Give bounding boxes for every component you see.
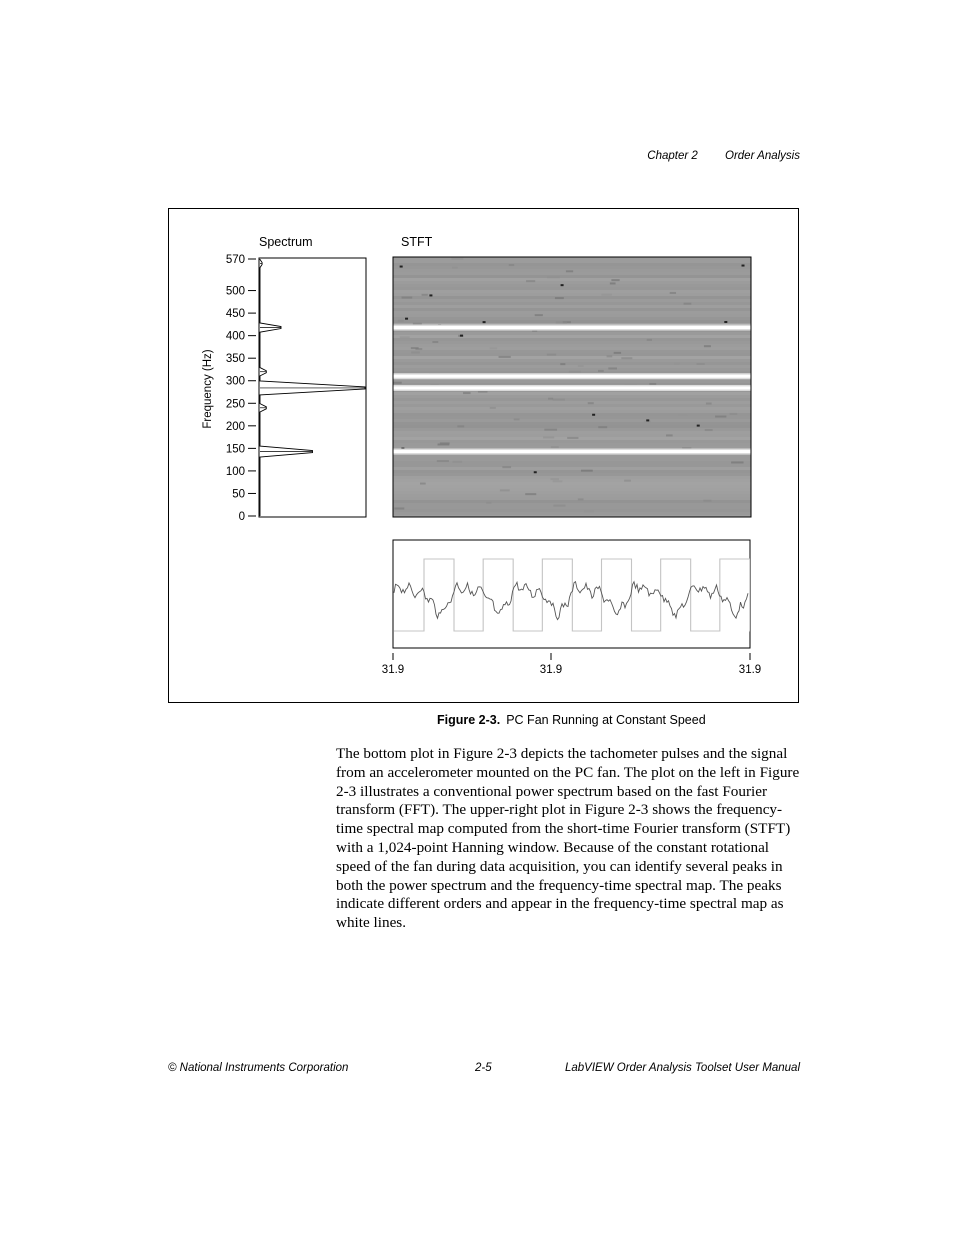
- stft-band: [393, 302, 751, 305]
- stft-band: [393, 464, 751, 467]
- stft-band: [393, 404, 751, 407]
- stft-band: [393, 317, 751, 320]
- spectrum-plot-area: [259, 258, 366, 517]
- stft-speckle: [394, 507, 404, 509]
- stft-speckle: [502, 466, 511, 468]
- stft-speckle: [398, 320, 404, 322]
- stft-speckle: [704, 345, 711, 347]
- stft-band: [393, 347, 751, 350]
- stft-speckle: [598, 426, 607, 428]
- stft-band: [393, 467, 751, 470]
- stft-band: [393, 401, 751, 404]
- stft-speckle: [730, 413, 738, 415]
- stft-band: [393, 299, 751, 302]
- stft-dark-pixel: [561, 284, 564, 286]
- stft-band: [393, 398, 751, 401]
- figure-caption: [437, 713, 706, 727]
- stft-speckle: [697, 363, 705, 365]
- stft-band: [393, 509, 751, 512]
- stft-band: [393, 341, 751, 344]
- stft-speckle: [560, 363, 565, 365]
- stft-speckle: [457, 425, 464, 427]
- stft-speckle: [422, 294, 428, 296]
- stft-speckle: [543, 436, 554, 438]
- stft-dark-pixel: [429, 294, 432, 296]
- stft-band: [393, 335, 751, 338]
- running-head: [647, 150, 800, 162]
- y-tick-label: 50: [232, 488, 245, 501]
- stft-speckle: [715, 416, 726, 418]
- stft-speckle: [432, 341, 438, 343]
- stft-band: [393, 407, 751, 410]
- stft-dark-pixel: [697, 425, 700, 427]
- y-tick-label: 150: [225, 443, 245, 456]
- running-head-chapter: Chapter 2: [647, 150, 698, 162]
- stft-speckle: [666, 434, 673, 436]
- stft-band: [393, 428, 751, 431]
- stft-speckle: [601, 294, 611, 296]
- stft-band: [393, 311, 751, 314]
- time-plot-area: [393, 540, 750, 648]
- stft-speckle: [566, 270, 573, 272]
- stft-band: [393, 305, 751, 308]
- stft-white-line: [393, 386, 751, 389]
- stft-dark-pixel: [724, 321, 727, 323]
- stft-speckle: [526, 280, 535, 282]
- stft-speckle: [547, 276, 560, 278]
- stft-speckle: [581, 470, 593, 472]
- stft-speckle: [621, 357, 632, 359]
- stft-band: [393, 275, 751, 278]
- stft-speckle: [611, 279, 619, 281]
- body-paragraph: The bottom plot in Figure 2-3 depicts the tachometer pulses and the signal from an accelerometer mounted on the PC fan. The plot on the left in Figure 2-3 illustrates a conventional power spectrum based on the fast Fourier transform (FFT). The upper-right plot in Figure 2-3 shows the frequency-time spectral map computed from the short-time Fourier transform (STFT) with a 1,024-point Hanning window. Because of the constant rotational speed of the fan during data acquisition, you can identify several peaks in both the power spectrum and the frequency-time spectral map. The peaks indicate different orders and appear in the frequency-time spectral map as white lines.: [336, 745, 800, 932]
- stft-band: [393, 434, 751, 437]
- stft-speckle: [555, 297, 564, 299]
- stft-speckle: [706, 403, 712, 405]
- stft-speckle: [499, 356, 511, 358]
- stft-speckle: [411, 351, 420, 353]
- figure-graphic: [169, 209, 800, 704]
- stft-band: [393, 314, 751, 317]
- stft-band: [393, 260, 751, 263]
- x-tick-label: 31.9: [539, 664, 563, 676]
- stft-speckle: [400, 336, 410, 338]
- stft-band: [393, 410, 751, 413]
- stft-band: [393, 482, 751, 485]
- stft-band: [393, 392, 751, 395]
- stft-speckle: [551, 446, 559, 448]
- footer-page-number: 2-5: [475, 1062, 492, 1074]
- y-tick-label: 0: [238, 511, 245, 523]
- stft-band: [393, 380, 751, 383]
- stft-band: [393, 308, 751, 311]
- stft-band: [393, 296, 751, 299]
- stft-speckle: [614, 352, 621, 354]
- stft-band: [393, 512, 751, 515]
- y-axis-ticks: [226, 254, 256, 523]
- stft-speckle: [731, 461, 743, 463]
- stft-band: [393, 494, 751, 497]
- stft-speckle: [440, 442, 450, 444]
- stft-speckle: [703, 500, 711, 502]
- stft-speckle: [525, 493, 536, 495]
- stft-speckle: [550, 478, 559, 480]
- stft-speckle: [413, 323, 422, 325]
- stft-speckle: [490, 347, 498, 349]
- stft-band: [393, 266, 751, 269]
- stft-dark-pixel: [742, 265, 745, 267]
- stft-speckle: [553, 505, 565, 507]
- stft-band: [393, 422, 751, 425]
- x-tick-label: 31.9: [738, 664, 762, 676]
- stft-speckle: [684, 303, 692, 305]
- stft-band: [393, 344, 751, 347]
- stft-band: [393, 506, 751, 509]
- stft-band: [393, 500, 751, 503]
- stft-dark-pixel: [534, 471, 537, 473]
- stft-band: [393, 272, 751, 275]
- stft-speckle: [486, 502, 491, 504]
- stft-speckle: [647, 339, 652, 341]
- stft-speckle: [649, 383, 656, 385]
- stft-speckle: [578, 365, 584, 367]
- stft-speckle: [393, 382, 402, 384]
- stft-speckle: [411, 347, 419, 349]
- y-tick-label: 570: [225, 254, 245, 266]
- stft-speckle: [578, 498, 584, 500]
- spectrum-title: Spectrum: [259, 235, 313, 249]
- stft-speckle: [553, 399, 565, 401]
- stft-band: [393, 473, 751, 476]
- stft-band: [393, 281, 751, 284]
- stft-band: [393, 470, 751, 473]
- stft-speckle: [509, 264, 514, 266]
- stft-band: [393, 350, 751, 353]
- figure-caption-label: Figure 2-3.: [437, 713, 501, 727]
- stft-speckle: [567, 437, 578, 439]
- stft-speckle: [624, 296, 634, 298]
- stft-speckle: [670, 292, 676, 294]
- stft-band: [393, 488, 751, 491]
- y-tick-label: 400: [225, 330, 245, 343]
- stft-speckle: [608, 367, 617, 369]
- stft-white-line: [393, 326, 751, 329]
- stft-speckle: [544, 429, 557, 431]
- stft-speckle: [624, 480, 631, 482]
- stft-band: [393, 485, 751, 488]
- stft-speckle: [453, 461, 463, 463]
- y-tick-label: 100: [225, 465, 245, 478]
- y-tick-label: 450: [225, 308, 245, 321]
- stft-speckle: [674, 362, 680, 364]
- stft-band: [393, 476, 751, 479]
- y-tick-label: 250: [225, 398, 245, 411]
- stft-band: [393, 419, 751, 422]
- stft-band: [393, 497, 751, 500]
- stft-band: [393, 290, 751, 293]
- stft-speckle: [463, 392, 471, 394]
- stft-speckle: [437, 460, 449, 462]
- stft-white-line: [393, 375, 751, 378]
- stft-speckle: [584, 510, 594, 512]
- y-tick-label: 300: [225, 375, 245, 388]
- stft-band: [393, 356, 751, 359]
- stft-band: [393, 353, 751, 356]
- stft-band: [393, 431, 751, 434]
- stft-band: [393, 503, 751, 506]
- stft-band: [393, 278, 751, 281]
- stft-dark-pixel: [405, 318, 408, 320]
- figure-frame: [168, 208, 799, 703]
- stft-band: [393, 491, 751, 494]
- running-head-section: Order Analysis: [725, 150, 800, 162]
- stft-band: [393, 365, 751, 368]
- stft-speckle: [402, 297, 413, 299]
- stft-band: [393, 455, 751, 458]
- y-tick-label: 500: [225, 285, 245, 298]
- stft-dark-pixel: [646, 419, 649, 421]
- stft-white-line: [393, 450, 751, 453]
- footer-manual-title: LabVIEW Order Analysis Toolset User Manual: [565, 1062, 800, 1074]
- stft-dark-pixel: [483, 321, 486, 323]
- stft-spectral-map: [393, 257, 751, 518]
- y-axis-label: Frequency (Hz): [202, 349, 214, 429]
- stft-band: [393, 479, 751, 482]
- stft-speckle: [569, 371, 581, 373]
- stft-band: [393, 320, 751, 323]
- y-tick-label: 200: [225, 420, 245, 433]
- stft-speckle: [490, 407, 496, 409]
- x-tick-label: 31.9: [381, 664, 405, 676]
- stft-speckle: [553, 480, 563, 482]
- stft-dark-pixel: [460, 335, 463, 337]
- stft-title: STFT: [401, 235, 433, 249]
- stft-speckle: [500, 489, 510, 491]
- stft-band: [393, 413, 751, 416]
- stft-speckle: [588, 402, 594, 404]
- stft-band: [393, 287, 751, 290]
- stft-band: [393, 395, 751, 398]
- stft-speckle: [514, 418, 520, 420]
- stft-dark-pixel: [592, 414, 595, 416]
- footer-copyright: © National Instruments Corporation: [168, 1062, 349, 1074]
- stft-speckle: [535, 314, 543, 316]
- stft-speckle: [678, 414, 687, 416]
- stft-speckle: [705, 429, 713, 431]
- stft-band: [393, 284, 751, 287]
- stft-band: [393, 359, 751, 362]
- stft-band: [393, 416, 751, 419]
- stft-speckle: [547, 354, 556, 356]
- stft-dark-pixel: [400, 266, 403, 268]
- stft-speckle: [548, 398, 553, 400]
- stft-speckle: [598, 370, 604, 372]
- stft-speckle: [607, 355, 613, 357]
- stft-band: [393, 293, 751, 296]
- y-tick-label: 350: [225, 353, 245, 366]
- stft-speckle: [452, 258, 464, 260]
- stft-band: [393, 332, 751, 335]
- figure-caption-text: PC Fan Running at Constant Speed: [506, 713, 706, 727]
- stft-speckle: [420, 483, 426, 485]
- x-axis-ticks: [382, 653, 761, 676]
- stft-band: [393, 263, 751, 266]
- stft-speckle: [610, 282, 616, 284]
- stft-band: [393, 338, 751, 341]
- stft-band: [393, 368, 751, 371]
- stft-speckle: [556, 321, 567, 323]
- stft-speckle: [452, 267, 458, 269]
